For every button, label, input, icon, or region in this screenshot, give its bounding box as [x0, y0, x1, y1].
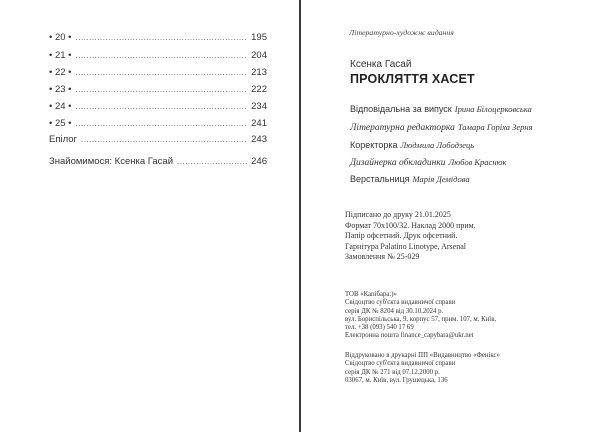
- toc-item[interactable]: [49, 67, 267, 81]
- publisher-line: тел. +38 (093) 540 17 69: [345, 324, 414, 332]
- print-info-line: Формат 70х100/32. Наклад 2000 прим.: [345, 220, 476, 230]
- printer-line: Віддруковано в друкарні ПП «Видавництво «Фенікс»: [345, 352, 500, 359]
- print-info-line: Гарнітура Palatino Linotype, Arsenal: [345, 241, 466, 251]
- toc-item-page: 246: [251, 156, 267, 167]
- credit-line: [350, 122, 533, 133]
- credit-name: Людмила Лободзець: [400, 140, 475, 150]
- credit-name: Ірина Білоцерковська: [454, 104, 532, 114]
- printer-line: Свідоцтво суб'єкта видавничої справи: [345, 360, 456, 368]
- toc-item-page: 234: [251, 101, 267, 112]
- toc-item-page: 195: [251, 32, 267, 43]
- toc-item-page: 222: [251, 84, 267, 95]
- toc-item-page: 243: [251, 134, 267, 145]
- publisher-line: Електронна пошта finance_capybara@ukr.net: [345, 332, 474, 340]
- toc-leader-dots: [76, 119, 248, 128]
- toc-leader-dots: [76, 102, 248, 111]
- toc-item-page: 213: [251, 67, 267, 78]
- credit-name: Тамара Горіха Зерня: [457, 122, 533, 132]
- print-info-line: Папір офсетний. Друк офсетний.: [345, 231, 458, 241]
- credit-role: Відповідальна за випуск: [350, 104, 452, 114]
- credit-line: [350, 157, 507, 168]
- credit-name: Любов Краснюк: [448, 157, 507, 167]
- toc-item-label: Епілог: [49, 134, 77, 145]
- print-info-line: Підписано до друку 21.01.2025: [345, 210, 451, 219]
- toc-item-page: 204: [251, 50, 267, 61]
- credit-role: Коректорка: [350, 140, 398, 150]
- toc-item-label: • 23 •: [49, 84, 72, 95]
- credit-role: Дизайнерка обкладинки: [350, 158, 446, 168]
- toc-item-label: • 20 •: [49, 32, 72, 43]
- toc-item[interactable]: [49, 134, 267, 148]
- toc-leader-dots: [76, 68, 248, 77]
- book-title: ПРОКЛЯТТЯ ХАСЕТ: [350, 72, 475, 86]
- credit-role: Верстальниця: [350, 174, 410, 184]
- left-page: [0, 0, 299, 432]
- printer-block: [345, 352, 500, 385]
- toc-item[interactable]: [49, 156, 267, 170]
- publisher-line: Свідоцтво суб'єкта видавничої справи: [345, 299, 456, 307]
- printer-line: серія ДК № 271 від 07.12.2000 р.: [345, 368, 440, 376]
- toc-leader-dots: [177, 157, 247, 166]
- book-author: Ксенка Гасай: [350, 59, 412, 70]
- toc-item-page: 241: [251, 118, 267, 129]
- toc-leader-dots: [81, 135, 247, 144]
- toc-item-label: Знайомимося: Ксенка Гасай: [49, 156, 174, 167]
- toc-item[interactable]: [49, 118, 267, 132]
- credit-line: [350, 104, 532, 114]
- toc-leader-dots: [76, 51, 248, 60]
- toc-item[interactable]: [49, 50, 267, 64]
- genre-label: Літературно-художнє видання: [349, 28, 454, 37]
- toc-item-label: • 21 •: [49, 50, 72, 61]
- publisher-block: [345, 291, 496, 341]
- print-info-line: Замовлення № 25-029: [345, 252, 420, 262]
- toc-item[interactable]: [49, 84, 267, 98]
- credit-line: [350, 174, 470, 184]
- credit-name: Марія Демідова: [412, 174, 470, 184]
- publisher-line: ТОВ «Капібара:)»: [345, 291, 397, 298]
- credit-role: Літературна редакторка: [350, 123, 455, 133]
- publisher-line: вул. Бориспільська, 9, корпус 57, прим. 107, м. Київ,: [345, 315, 497, 323]
- print-info-block: [345, 210, 476, 263]
- toc-item-label: • 22 •: [49, 67, 72, 78]
- toc-item[interactable]: [49, 32, 267, 46]
- toc-leader-dots: [76, 85, 248, 94]
- toc-item-label: • 25 •: [49, 118, 72, 129]
- credit-line: [350, 140, 474, 150]
- printer-line: 03067, м. Київ, вул. Грушецька, 136: [345, 376, 448, 384]
- publisher-line: серія ДК № 8204 від 30.10.2024 р.: [345, 307, 444, 315]
- toc-item[interactable]: [49, 101, 267, 115]
- toc-item-label: • 24 •: [49, 101, 72, 112]
- toc-leader-dots: [76, 33, 248, 42]
